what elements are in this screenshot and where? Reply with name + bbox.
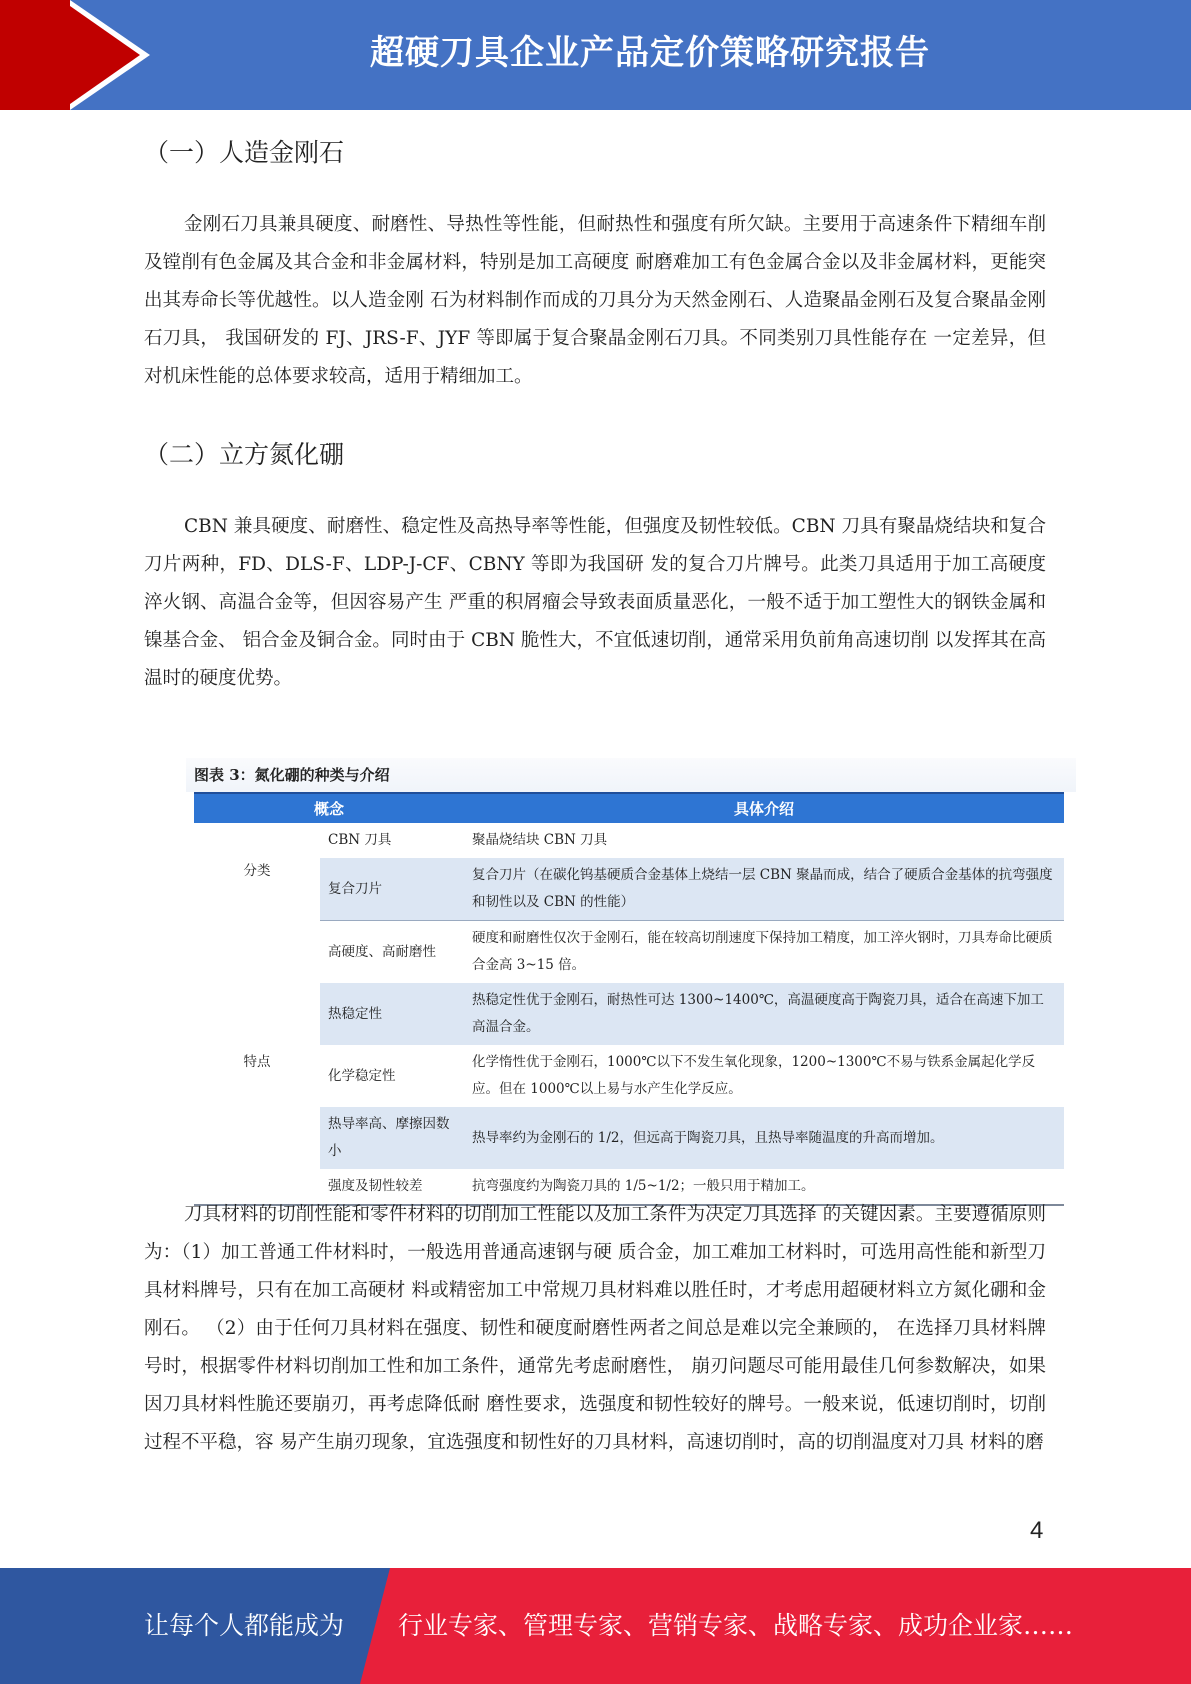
description-cell: 热稳定性优于金刚石，耐热性可达 1300~1400℃，高温硬度高于陶瓷刀具，适合在高速下加工高温合金。: [464, 983, 1064, 1045]
description-cell: 硬度和耐磨性仅次于金刚石，能在较高切削速度下保持加工精度，加工淬火钢时，刀具寿命比硬质合金高 3~15 倍。: [472, 930, 1053, 973]
page-header: [0, 0, 1191, 110]
header-concept: 概念: [194, 793, 464, 823]
table-row: [194, 983, 1064, 1045]
main-content: [144, 118, 1046, 698]
description-cell: 抗弯强度约为陶瓷刀具的 1/5~1/2；一般只用于精加工。: [472, 1178, 815, 1194]
table-row: [194, 1107, 1064, 1169]
table-header-row: [194, 793, 1064, 823]
header-red-chevron: [70, 6, 140, 104]
closing-block: [144, 1196, 1046, 1462]
page-footer: [0, 1568, 1191, 1684]
page-number: 4: [1030, 1517, 1044, 1544]
section-paragraph-diamond: 金刚石刀具兼具硬度、耐磨性、导热性等性能，但耐热性和强度有所欠缺。主要用于高速条件下精细车削及镗削有色金属及其合金和非金属材料，特别是加工高硬度 耐磨难加工有色金属合金以及非金属材料，更能突出其寿命长等优越性。以人造金刚 石为材料制作而成的刀具分为天然金刚石、人造聚晶金刚石及复合聚晶金刚石刀具， 我国研发的 FJ、JRS-F、JYF 等即属于复合聚晶金刚石刀具。不同类别刀具性能存在 一定差异，但对机床性能的总体要求较高，适用于精细加工。: [144, 214, 1046, 387]
section-paragraph-cbn: CBN 兼具硬度、耐磨性、稳定性及高热导率等性能，但强度及韧性较低。CBN 刀具有聚晶烧结块和复合刀片两种，FD、DLS-F、LDP-J-CF、CBNY 等即为我国研 发的复合刀片牌号。此类刀具适用于加工高硬度淬火钢、高温合金等，但因容易产生 严重的积屑瘤会导致表面质量恶化，一般不适于加工塑性大的钢铁金属和镍基合金、 铝合金及铜合金。同时由于 CBN 脆性大，不宜低速切削，通常采用负前角高速切削 以发挥其在高温时的硬度优势。: [144, 516, 1046, 689]
description-cell: 热导率约为金刚石的 1/2，但远高于陶瓷刀具，且热导率随温度的升高而增加。: [464, 1107, 1064, 1169]
table-row: [194, 823, 1064, 858]
concept-cell: 复合刀片: [320, 858, 464, 921]
footer-slogan-left: 让每个人都能成为: [144, 1611, 345, 1640]
concept-cell: CBN 刀具: [328, 832, 392, 848]
section-heading-cbn: （二）立方氮化硼: [144, 440, 345, 469]
concept-cell: 强度及韧性较差: [328, 1178, 423, 1194]
category-cell: 特点: [243, 1053, 271, 1070]
closing-paragraph: 刀具材料的切削性能和零件材料的切削加工性能以及加工条件为决定刀具选择 的关键因素。主要遵循原则为：（1）加工普通工件材料时，一般选用普通高速钢与硬 质合金，加工难加工材料时，可选用高性能和新型刀具材料牌号，只有在加工高硬材 料或精密加工中常规刀具材料难以胜任时，才考虑用超硬材料立方氮化硼和金刚石。 （2）由于任何刀具材料在强度、韧性和硬度耐磨性两者之间总是难以完全兼顾的， 在选择刀具材料牌号时，根据零件材料切削加工性和加工条件，通常先考虑耐磨性， 崩刃问题尽可能用最佳几何参数解决，如果因刀具材料性脆还要崩刃，再考虑降低耐 磨性要求，选强度和韧性较好的牌号。一般来说，低速切削时，切削过程不平稳，容 易产生崩刃现象，宜选强度和韧性好的刀具材料，高速切削时，高的切削温度对刀具 材料的磨: [144, 1204, 1046, 1453]
table-row: [194, 921, 1064, 984]
description-cell: 化学惰性优于金刚石，1000℃以下不发生氧化现象，1200~1300℃不易与铁系金属起化学反应。但在 1000℃以上易与水产生化学反应。: [472, 1054, 1036, 1097]
cbn-table-figure: [186, 758, 1076, 1206]
concept-cell: 热稳定性: [320, 983, 464, 1045]
cbn-table: [194, 792, 1064, 1206]
table-row: [194, 858, 1064, 921]
category-cell: 分类: [243, 863, 271, 880]
header-description: 具体介绍: [464, 793, 1064, 823]
report-title: 超硬刀具企业产品定价策略研究报告: [370, 33, 930, 73]
table-row: [194, 1045, 1064, 1107]
concept-cell: 热导率高、摩擦因数小: [320, 1107, 464, 1169]
section-heading-diamond: （一）人造金刚石: [144, 138, 345, 167]
footer-blue-slant: [360, 1568, 390, 1684]
concept-cell: 化学稳定性: [328, 1067, 396, 1084]
description-cell: 复合刀片（在碳化钨基硬质合金基体上烧结一层 CBN 聚晶而成，结合了硬质合金基体的抗弯强度和韧性以及 CBN 的性能）: [464, 858, 1064, 921]
footer-slogan-right: 行业专家、管理专家、营销专家、战略专家、成功企业家……: [398, 1611, 1074, 1640]
description-cell: 聚晶烧结块 CBN 刀具: [472, 832, 608, 848]
header-red-accent: [0, 0, 70, 110]
concept-cell: 高硬度、高耐磨性: [328, 943, 436, 960]
figure-title: 图表 3：氮化硼的种类与介绍: [186, 758, 1076, 792]
